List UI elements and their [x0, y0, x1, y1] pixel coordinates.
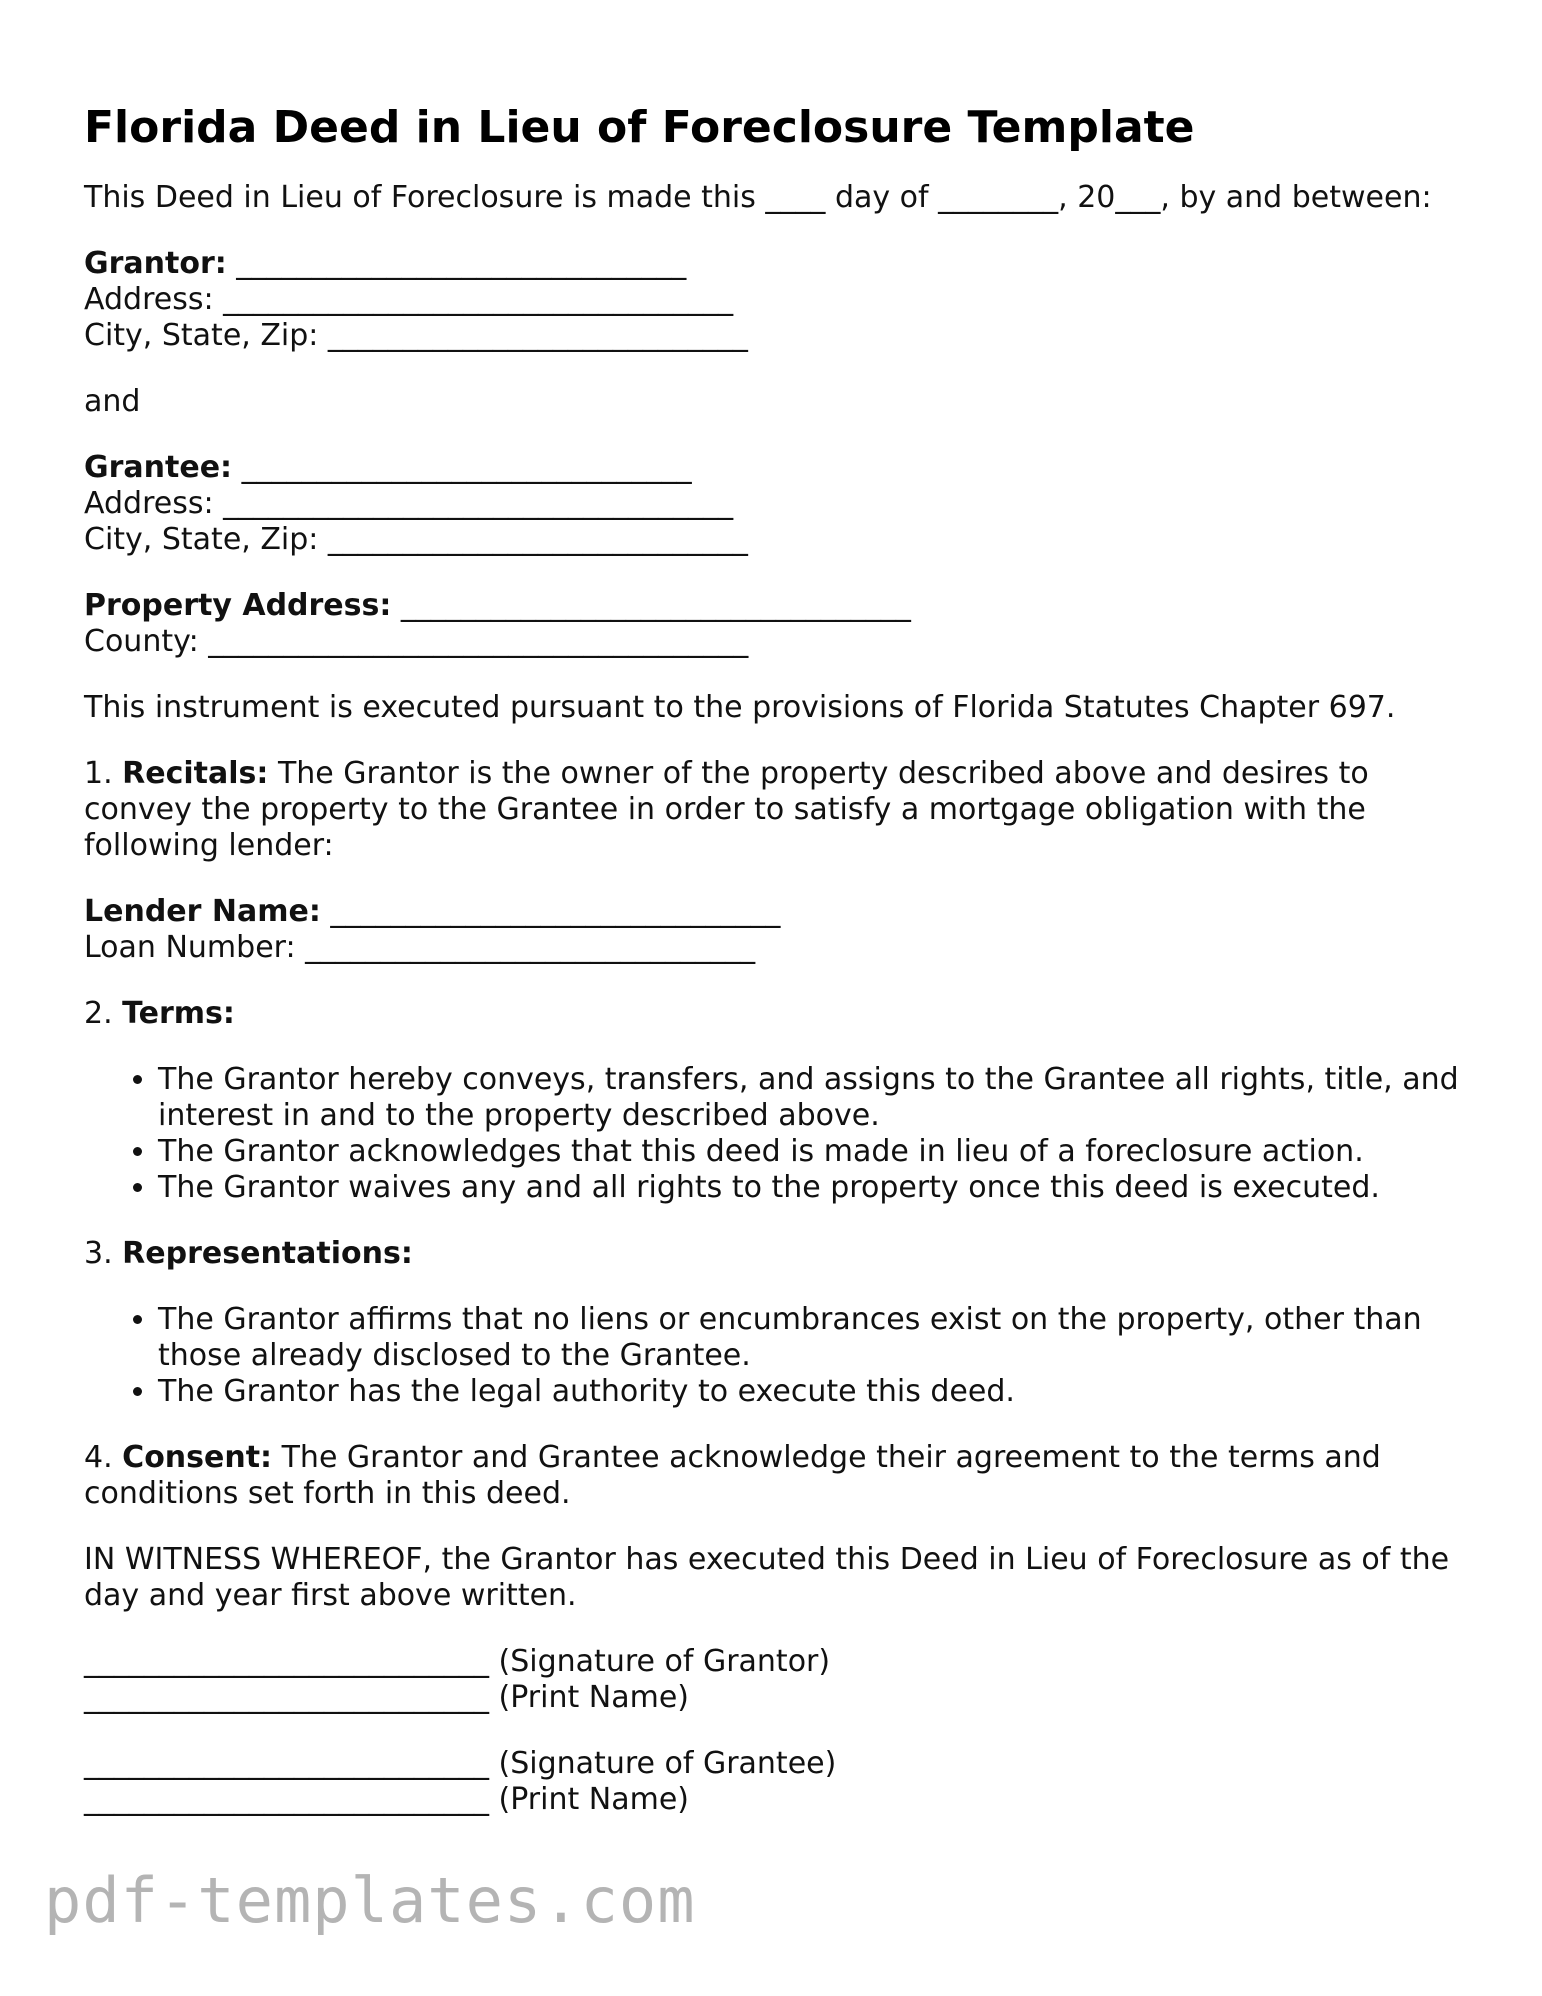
recitals-section	[84, 756, 1464, 864]
grantee-label: Grantee:	[84, 450, 233, 485]
grantee-signature-line: ___________________________ (Signature of Grantee)	[84, 1746, 837, 1781]
grantee-signature-block	[84, 1746, 1464, 1818]
grantee-blank: ______________________________	[232, 450, 692, 485]
property-block	[84, 588, 1464, 660]
recitals-number: 1.	[84, 756, 123, 791]
representations-number: 3.	[84, 1236, 123, 1271]
property-address-blank: __________________________________	[391, 588, 911, 623]
list-item: • The Grantor waives any and all rights to the property once this deed is executed.	[158, 1170, 1464, 1206]
statute-paragraph: This instrument is executed pursuant to the provisions of Florida Statutes Chapter 697.	[84, 690, 1396, 725]
consent-heading: Consent:	[122, 1440, 273, 1475]
grantee-city-line: City, State, Zip: ____________________________	[84, 522, 748, 557]
lender-name-blank: ______________________________	[320, 894, 781, 929]
grantor-address-line: Address: __________________________________	[84, 282, 734, 317]
grantor-city-line: City, State, Zip: ____________________________	[84, 318, 748, 353]
grantor-blank: ______________________________	[226, 246, 687, 281]
loan-number-line: Loan Number: ______________________________	[84, 930, 756, 965]
lender-name-line	[84, 894, 1464, 930]
recitals-heading: Recitals:	[122, 756, 269, 791]
grantor-signature-block	[84, 1644, 1464, 1716]
representations-heading-line	[84, 1236, 1464, 1272]
representations-heading: Representations:	[122, 1236, 413, 1271]
consent-section	[84, 1440, 1464, 1512]
and-text: and	[84, 384, 141, 419]
terms-heading: Terms:	[122, 996, 235, 1031]
lender-block	[84, 894, 1464, 966]
list-item: • The Grantor acknowledges that this deed is made in lieu of a foreclosure action.	[158, 1134, 1464, 1170]
terms-number: 2.	[84, 996, 123, 1031]
grantee-block	[84, 450, 1464, 558]
document-page	[84, 100, 1464, 1848]
grantor-line	[84, 246, 1464, 282]
list-item: • The Grantor hereby conveys, transfers, and assigns to the Grantee all rights, title, and interest in and to the property described above.	[158, 1062, 1464, 1134]
watermark: pdf-templates.com	[44, 1864, 696, 1937]
list-item: • The Grantor affirms that no liens or encumbrances exist on the property, other than those already disclosed to the Grantee.	[158, 1302, 1464, 1374]
consent-number: 4.	[84, 1440, 123, 1475]
representations-list	[84, 1302, 1464, 1410]
grantee-line	[84, 450, 1464, 486]
lender-name-label: Lender Name:	[84, 894, 321, 929]
grantee-address-line: Address: __________________________________	[84, 486, 734, 521]
property-address-line	[84, 588, 1464, 624]
intro-paragraph: This Deed in Lieu of Foreclosure is made this ____ day of ________, 20___, by and between:	[84, 180, 1432, 215]
grantor-signature-line: ___________________________ (Signature of Grantor)	[84, 1644, 831, 1679]
grantor-print-name-line: ___________________________ (Print Name)	[84, 1680, 689, 1715]
terms-list	[84, 1062, 1464, 1206]
grantor-label: Grantor:	[84, 246, 227, 281]
grantee-print-name-line: ___________________________ (Print Name)	[84, 1782, 689, 1817]
consent-text: The Grantor and Grantee acknowledge their agreement to the terms and conditions set forth in this deed.	[84, 1440, 1381, 1511]
terms-heading-line	[84, 996, 1464, 1032]
county-line: County: ____________________________________	[84, 624, 749, 659]
property-address-label: Property Address:	[84, 588, 392, 623]
list-item: • The Grantor has the legal authority to execute this deed.	[158, 1374, 1464, 1410]
document-title: Florida Deed in Lieu of Foreclosure Template	[84, 102, 1195, 153]
grantor-block	[84, 246, 1464, 354]
witness-paragraph: IN WITNESS WHEREOF, the Grantor has executed this Deed in Lieu of Foreclosure as of the day and year first above written.	[84, 1542, 1450, 1613]
recitals-text: The Grantor is the owner of the property described above and desires to convey the property to the Grantee in order to satisfy a mortgage obligation with the following lender:	[84, 756, 1369, 863]
